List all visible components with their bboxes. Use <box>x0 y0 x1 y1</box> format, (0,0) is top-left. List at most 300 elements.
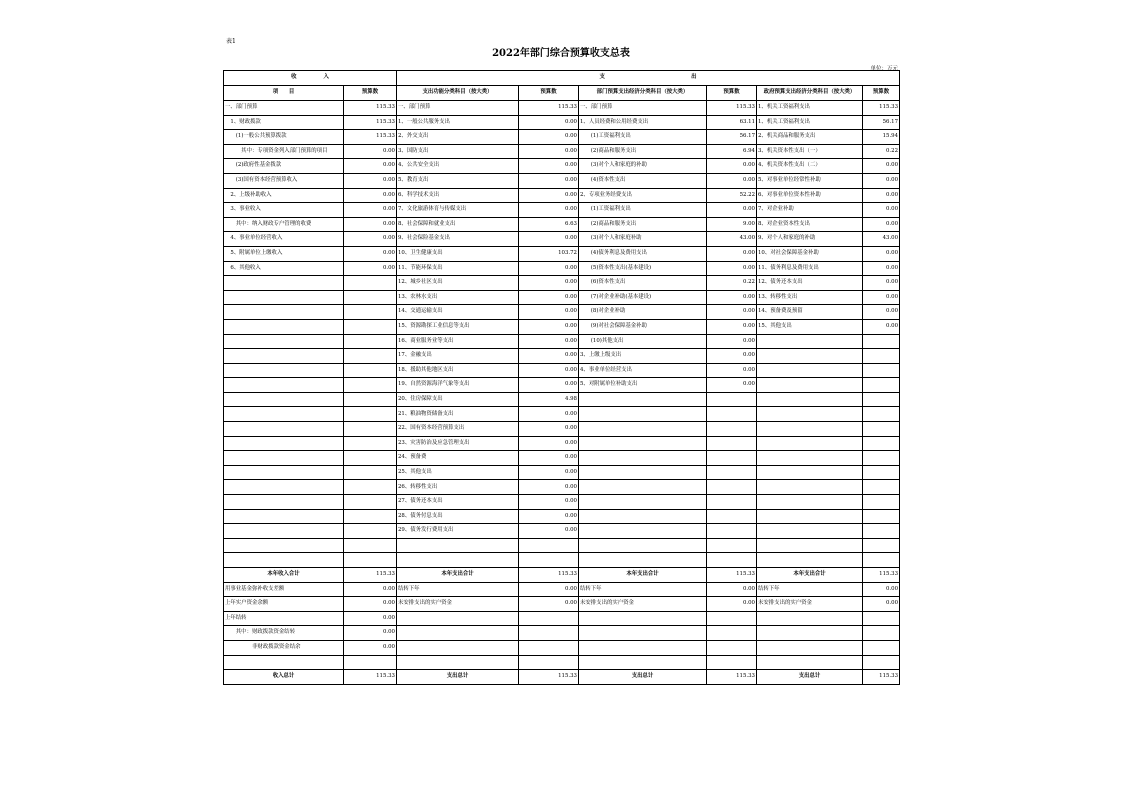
budget-value-cell: 0.00 <box>707 334 757 349</box>
budget-value-cell: 0.00 <box>344 261 397 276</box>
budget-value-cell: 0.00 <box>519 159 579 174</box>
budget-value-cell <box>519 655 579 670</box>
item-cell <box>397 640 519 655</box>
item-cell: 19、自然资源海洋气象等支出 <box>397 378 519 393</box>
budget-value-cell: 0.00 <box>344 217 397 232</box>
item-cell <box>224 349 344 364</box>
budget-value-cell <box>863 538 900 553</box>
item-cell <box>224 495 344 510</box>
budget-value-cell <box>519 538 579 553</box>
budget-value-cell: 0.00 <box>863 261 900 276</box>
budget-value-cell <box>344 305 397 320</box>
budget-value-cell: 0.00 <box>519 363 579 378</box>
table-row <box>224 101 900 116</box>
budget-value-cell: 9.00 <box>707 217 757 232</box>
budget-value-cell: 6.63 <box>519 217 579 232</box>
item-cell: 10、对社会保障基金补助 <box>757 246 863 261</box>
budget-value-cell: 0.00 <box>519 144 579 159</box>
budget-value-cell <box>863 611 900 626</box>
item-cell: 1、财政拨款 <box>224 115 344 130</box>
item-cell <box>224 378 344 393</box>
budget-value-cell <box>863 407 900 422</box>
budget-value-cell: 0.00 <box>519 305 579 320</box>
budget-value-cell: 0.00 <box>344 173 397 188</box>
item-cell: (3)对个人和家庭补助 <box>579 232 707 247</box>
item-cell: 4、机关资本性支出（二） <box>757 159 863 174</box>
item-cell: 4、公共安全支出 <box>397 159 519 174</box>
budget-value-cell <box>707 495 757 510</box>
item-cell: 25、其他支出 <box>397 465 519 480</box>
budget-value-cell: 0.00 <box>707 203 757 218</box>
item-cell: 3、国防支出 <box>397 144 519 159</box>
item-cell: 16、商业服务业等支出 <box>397 334 519 349</box>
budget-value-cell: 0.00 <box>519 173 579 188</box>
budget-value-cell <box>344 524 397 539</box>
expense-total-label: 支出总计 <box>579 670 707 685</box>
budget-value-cell: 0.00 <box>519 422 579 437</box>
item-cell <box>757 611 863 626</box>
budget-value-cell <box>707 465 757 480</box>
page-label: 表1 <box>226 38 236 45</box>
budget-value-cell: 0.00 <box>519 480 579 495</box>
item-cell: 10、卫生健康支出 <box>397 246 519 261</box>
budget-value-cell <box>344 495 397 510</box>
item-cell <box>579 538 707 553</box>
budget-value-cell <box>707 422 757 437</box>
item-cell: 29、债务发行费用支出 <box>397 524 519 539</box>
item-cell: 其中：专项资金列入部门预算的项目 <box>224 144 344 159</box>
table-row <box>224 538 900 553</box>
expense-total-label: 本年支出合计 <box>397 568 519 583</box>
item-cell: 15、资源勘探工业信息等支出 <box>397 319 519 334</box>
item-cell: 17、金融支出 <box>397 349 519 364</box>
budget-table <box>223 70 900 685</box>
table-row <box>224 640 900 655</box>
item-cell <box>757 480 863 495</box>
budget-value-cell <box>344 392 397 407</box>
budget-value-cell: 0.00 <box>863 217 900 232</box>
income-header: 收 入 <box>224 71 397 86</box>
budget-value-cell: 0.00 <box>519 261 579 276</box>
item-cell: (1)工资福利支出 <box>579 130 707 145</box>
budget-value-cell: 0.00 <box>519 232 579 247</box>
item-cell: 5、对事业单位经常性补助 <box>757 173 863 188</box>
budget-value-cell <box>707 392 757 407</box>
function-class-header: 支出功能分类科目（按大类） <box>397 86 519 101</box>
item-cell: 2、外交支出 <box>397 130 519 145</box>
table-row <box>224 290 900 305</box>
table-row <box>224 130 900 145</box>
budget-value-cell <box>344 480 397 495</box>
expense-total-value: 115.33 <box>707 670 757 685</box>
budget-value-cell <box>344 553 397 568</box>
budget-value-cell: 0.00 <box>863 188 900 203</box>
item-cell: 6、其他收入 <box>224 261 344 276</box>
item-cell <box>224 655 344 670</box>
item-cell: 8、社会保障和就业支出 <box>397 217 519 232</box>
budget-value-cell: 103.72 <box>519 246 579 261</box>
item-cell <box>579 553 707 568</box>
item-cell <box>757 334 863 349</box>
item-cell: 3、机关资本性支出（一） <box>757 144 863 159</box>
item-cell <box>757 392 863 407</box>
expense-total-label: 支出总计 <box>397 670 519 685</box>
item-cell <box>224 334 344 349</box>
budget-value-cell: 0.00 <box>519 188 579 203</box>
budget-value-cell <box>344 319 397 334</box>
item-cell: 一、部门预算 <box>397 101 519 116</box>
page-title: 2022年部门综合预算收支总表 <box>492 48 630 59</box>
budget-value-cell: 43.00 <box>863 232 900 247</box>
table-row <box>224 392 900 407</box>
budget-value-cell <box>863 451 900 466</box>
item-cell: (1)一般公共预算拨款 <box>224 130 344 145</box>
table-row <box>224 451 900 466</box>
budget-value-cell <box>863 480 900 495</box>
budget-value-cell <box>863 392 900 407</box>
table-row <box>224 509 900 524</box>
expense-total-value: 115.33 <box>707 568 757 583</box>
item-cell: 结转下年 <box>757 582 863 597</box>
budget-value-cell: 0.00 <box>707 173 757 188</box>
budget-value-cell <box>344 451 397 466</box>
item-cell: 未安排支出的实户资金 <box>757 597 863 612</box>
budget-value-cell: 0.00 <box>344 203 397 218</box>
budget-value-cell: 0.00 <box>707 319 757 334</box>
item-cell: 12、城乡社区支出 <box>397 276 519 291</box>
item-cell <box>579 509 707 524</box>
income-total-label: 本年收入合计 <box>224 568 344 583</box>
table-row <box>224 436 900 451</box>
budget-value-cell <box>707 655 757 670</box>
budget-value-cell: 0.00 <box>519 582 579 597</box>
expense-total-value: 115.33 <box>863 670 900 685</box>
item-cell <box>757 436 863 451</box>
budget-value-cell: 52.22 <box>707 188 757 203</box>
item-cell: 4、事业单位经营收入 <box>224 232 344 247</box>
budget-value-cell <box>863 349 900 364</box>
budget-value-cell <box>863 509 900 524</box>
item-cell <box>757 524 863 539</box>
item-cell: 1、一般公共服务支出 <box>397 115 519 130</box>
item-cell <box>224 392 344 407</box>
table-row <box>224 305 900 320</box>
item-cell: 14、预备费及预留 <box>757 305 863 320</box>
budget-value-cell <box>863 363 900 378</box>
budget-header-dept-econ: 预算数 <box>707 86 757 101</box>
table-row <box>224 276 900 291</box>
budget-value-cell: 0.00 <box>344 246 397 261</box>
item-cell: 5、附属单位上缴收入 <box>224 246 344 261</box>
item-cell: (2)商品和服务支出 <box>579 144 707 159</box>
budget-value-cell <box>707 611 757 626</box>
budget-value-cell: 0.00 <box>519 451 579 466</box>
budget-value-cell <box>519 640 579 655</box>
item-cell <box>579 451 707 466</box>
item-cell <box>757 451 863 466</box>
item-cell: 5、教育支出 <box>397 173 519 188</box>
budget-value-cell <box>707 553 757 568</box>
item-cell: 结转下年 <box>397 582 519 597</box>
budget-value-cell: 0.00 <box>863 582 900 597</box>
item-cell: (4)债务利息及费用支出 <box>579 246 707 261</box>
budget-value-cell: 0.00 <box>519 465 579 480</box>
budget-value-cell: 0.22 <box>863 144 900 159</box>
expense-total-label: 本年支出合计 <box>579 568 707 583</box>
budget-value-cell: 0.00 <box>344 188 397 203</box>
income-total-label: 收入总计 <box>224 670 344 685</box>
budget-value-cell: 0.00 <box>519 495 579 510</box>
item-cell <box>579 495 707 510</box>
budget-value-cell <box>863 640 900 655</box>
table-row <box>224 261 900 276</box>
budget-value-cell: 0.00 <box>863 290 900 305</box>
item-cell <box>757 509 863 524</box>
table-row <box>224 597 900 612</box>
item-cell: (2)商品和服务支出 <box>579 217 707 232</box>
item-cell <box>757 553 863 568</box>
item-cell <box>224 319 344 334</box>
item-header: 项 目 <box>224 86 344 101</box>
budget-value-cell: 0.00 <box>863 319 900 334</box>
budget-value-cell: 115.33 <box>344 130 397 145</box>
table-row <box>224 217 900 232</box>
budget-value-cell: 0.00 <box>519 509 579 524</box>
item-cell: 6、科学技术支出 <box>397 188 519 203</box>
item-cell: 2、专项业务经费支出 <box>579 188 707 203</box>
budget-value-cell: 4.98 <box>519 392 579 407</box>
budget-value-cell <box>863 334 900 349</box>
budget-value-cell: 0.00 <box>707 363 757 378</box>
expense-total-value: 115.33 <box>519 568 579 583</box>
item-cell <box>397 626 519 641</box>
expense-total-label: 支出总计 <box>757 670 863 685</box>
grand-total-row <box>224 670 900 685</box>
budget-value-cell: 56.17 <box>863 115 900 130</box>
budget-value-cell: 0.00 <box>707 290 757 305</box>
item-cell <box>579 480 707 495</box>
budget-value-cell: 0.00 <box>519 597 579 612</box>
year-total-row <box>224 568 900 583</box>
budget-value-cell: 0.00 <box>344 640 397 655</box>
item-cell: (7)对企业补助(基本建设) <box>579 290 707 305</box>
budget-value-cell <box>863 378 900 393</box>
budget-value-cell: 0.00 <box>863 203 900 218</box>
item-cell: 6、对事业单位资本性补助 <box>757 188 863 203</box>
table-row <box>224 349 900 364</box>
item-cell <box>757 655 863 670</box>
budget-value-cell <box>707 640 757 655</box>
budget-value-cell: 0.00 <box>707 159 757 174</box>
item-cell: 未安排支出的实户资金 <box>397 597 519 612</box>
budget-value-cell: 63.11 <box>707 115 757 130</box>
budget-value-cell <box>344 407 397 422</box>
budget-value-cell <box>344 538 397 553</box>
budget-value-cell: 0.00 <box>707 582 757 597</box>
item-cell: 23、灾害防治及应急管理支出 <box>397 436 519 451</box>
budget-value-cell: 0.00 <box>707 246 757 261</box>
item-cell: 3、上缴上级支出 <box>579 349 707 364</box>
item-cell <box>757 407 863 422</box>
table-row <box>224 465 900 480</box>
budget-value-cell: 0.00 <box>707 349 757 364</box>
item-cell <box>224 422 344 437</box>
budget-value-cell: 56.17 <box>707 130 757 145</box>
table-row <box>224 553 900 568</box>
table-row <box>224 203 900 218</box>
item-cell: 结转下年 <box>579 582 707 597</box>
table-row <box>224 407 900 422</box>
budget-value-cell <box>344 363 397 378</box>
budget-value-cell: 0.00 <box>519 524 579 539</box>
budget-value-cell: 0.00 <box>707 261 757 276</box>
item-cell: 8、对企业资本性支出 <box>757 217 863 232</box>
item-cell <box>397 538 519 553</box>
gov-econ-class-header: 政府预算支出经济分类科目（按大类） <box>757 86 863 101</box>
item-cell <box>397 553 519 568</box>
table-row <box>224 173 900 188</box>
item-cell: 非财政拨款资金结余 <box>224 640 344 655</box>
budget-value-cell: 115.33 <box>344 101 397 116</box>
item-cell: 15、其他支出 <box>757 319 863 334</box>
item-cell <box>757 378 863 393</box>
item-cell <box>579 626 707 641</box>
item-cell <box>224 305 344 320</box>
table-row <box>224 480 900 495</box>
budget-value-cell: 115.33 <box>863 101 900 116</box>
header-row-columns <box>224 86 900 101</box>
budget-value-cell <box>344 276 397 291</box>
item-cell <box>579 640 707 655</box>
budget-value-cell: 0.00 <box>344 144 397 159</box>
item-cell: 28、债务付息支出 <box>397 509 519 524</box>
item-cell <box>757 640 863 655</box>
budget-value-cell: 6.94 <box>707 144 757 159</box>
budget-value-cell <box>707 451 757 466</box>
item-cell: 7、文化旅游体育与传媒支出 <box>397 203 519 218</box>
item-cell: 13、转移性支出 <box>757 290 863 305</box>
item-cell: (10)其他支出 <box>579 334 707 349</box>
budget-value-cell: 0.00 <box>344 159 397 174</box>
budget-value-cell <box>344 422 397 437</box>
item-cell <box>579 392 707 407</box>
item-cell: 11、节能环保支出 <box>397 261 519 276</box>
item-cell <box>579 524 707 539</box>
table-row <box>224 159 900 174</box>
item-cell: 其中：财政拨款资金结转 <box>224 626 344 641</box>
budget-value-cell <box>863 422 900 437</box>
expense-total-value: 115.33 <box>863 568 900 583</box>
item-cell: 2、机关商品和服务支出 <box>757 130 863 145</box>
budget-header-gov-econ: 预算数 <box>863 86 900 101</box>
budget-value-cell: 0.00 <box>519 334 579 349</box>
item-cell <box>757 538 863 553</box>
budget-value-cell: 0.00 <box>519 276 579 291</box>
item-cell: 9、对个人和家庭的补助 <box>757 232 863 247</box>
budget-value-cell <box>344 655 397 670</box>
item-cell: 21、粮油物资储备支出 <box>397 407 519 422</box>
item-cell: 22、国有资本经营预算支出 <box>397 422 519 437</box>
item-cell <box>757 495 863 510</box>
budget-value-cell <box>344 334 397 349</box>
table-row <box>224 611 900 626</box>
item-cell <box>224 509 344 524</box>
budget-value-cell <box>863 524 900 539</box>
budget-header-income: 预算数 <box>344 86 397 101</box>
budget-value-cell: 0.00 <box>344 232 397 247</box>
item-cell <box>224 290 344 305</box>
header-row-sections <box>224 71 900 86</box>
expense-total-value: 115.33 <box>519 670 579 685</box>
budget-value-cell <box>707 407 757 422</box>
item-cell: 上年实户资金余额 <box>224 597 344 612</box>
table-row <box>224 188 900 203</box>
budget-value-cell: 0.00 <box>519 319 579 334</box>
item-cell <box>397 611 519 626</box>
item-cell <box>579 422 707 437</box>
budget-value-cell: 0.00 <box>519 115 579 130</box>
budget-value-cell <box>863 495 900 510</box>
table-row <box>224 582 900 597</box>
item-cell: 一、部门预算 <box>579 101 707 116</box>
budget-value-cell <box>344 378 397 393</box>
item-cell: 4、事业单位经营支出 <box>579 363 707 378</box>
item-cell: 1、机关工资福利支出 <box>757 101 863 116</box>
item-cell <box>224 276 344 291</box>
budget-value-cell <box>707 524 757 539</box>
budget-value-cell <box>344 509 397 524</box>
budget-value-cell: 0.00 <box>707 305 757 320</box>
item-cell <box>224 538 344 553</box>
table-row <box>224 626 900 641</box>
budget-value-cell <box>707 538 757 553</box>
item-cell: 13、农林水支出 <box>397 290 519 305</box>
item-cell: 9、社会保险基金支出 <box>397 232 519 247</box>
item-cell <box>224 451 344 466</box>
budget-value-cell: 0.00 <box>519 378 579 393</box>
budget-value-cell <box>344 465 397 480</box>
dept-econ-class-header: 部门预算支出经济分类科目（按大类） <box>579 86 707 101</box>
item-cell: 14、交通运输支出 <box>397 305 519 320</box>
budget-value-cell <box>863 626 900 641</box>
item-cell: (1)工资福利支出 <box>579 203 707 218</box>
budget-value-cell: 115.33 <box>707 101 757 116</box>
budget-value-cell <box>863 655 900 670</box>
table-row <box>224 363 900 378</box>
item-cell: (3)国有资本经营预算收入 <box>224 173 344 188</box>
income-total-value: 115.33 <box>344 670 397 685</box>
budget-value-cell: 15.94 <box>863 130 900 145</box>
item-cell <box>579 436 707 451</box>
item-cell: 用事业基金弥补收支差额 <box>224 582 344 597</box>
item-cell <box>757 465 863 480</box>
budget-value-cell <box>863 553 900 568</box>
budget-value-cell <box>707 626 757 641</box>
item-cell <box>224 436 344 451</box>
item-cell: 11、债务利息及费用支出 <box>757 261 863 276</box>
item-cell: 3、事业收入 <box>224 203 344 218</box>
item-cell <box>757 349 863 364</box>
budget-value-cell: 0.00 <box>863 305 900 320</box>
budget-value-cell: 0.00 <box>519 130 579 145</box>
item-cell: 上年结转 <box>224 611 344 626</box>
item-cell: (9)对社会保障基金补助 <box>579 319 707 334</box>
item-cell <box>224 480 344 495</box>
item-cell: 12、债务还本支出 <box>757 276 863 291</box>
item-cell: (3)对个人和家庭的补助 <box>579 159 707 174</box>
budget-value-cell: 0.00 <box>519 436 579 451</box>
item-cell <box>579 655 707 670</box>
